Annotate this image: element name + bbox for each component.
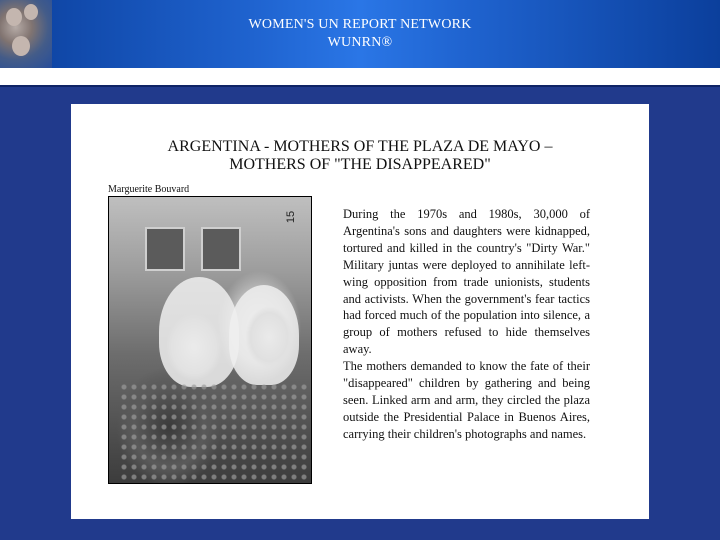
header-title-line1: WOMEN'S UN REPORT NETWORK <box>248 17 472 32</box>
headscarf <box>159 277 239 387</box>
header-banner <box>0 0 720 68</box>
page-title <box>80 138 640 174</box>
headscarf <box>229 285 299 385</box>
dress-pattern <box>119 382 309 482</box>
page-title-line1: ARGENTINA - MOTHERS OF THE PLAZA DE MAYO – <box>167 138 553 155</box>
article-body <box>343 206 590 443</box>
page-title-line2: MOTHERS OF "THE DISAPPEARED" <box>229 156 491 173</box>
header-title-line2: WUNRN® <box>327 35 393 50</box>
mothers-protest-photo <box>108 196 312 484</box>
article-paragraph: The mothers demanded to know the fate of their "disappeared" children by gathering and being seen. Linked arm and arm, they circled the plaza outside the Presidential Palace in Buenos Aires, carrying their children's photographs and names. <box>343 359 590 441</box>
header-title <box>0 16 720 52</box>
photo-number: 15 <box>285 210 298 224</box>
photo-credit: Marguerite Bouvard <box>108 184 190 195</box>
building-window <box>145 227 185 271</box>
building-window <box>201 227 241 271</box>
article-paragraph: During the 1970s and 1980s, 30,000 of Argentina's sons and daughters were kidnapped, tortured and killed in the country's "Dirty War." Military juntas were deployed to annihilate left-wing opposition from trade unionists, students and activists. When the government's fear tactics had forced much of the population into silence, a group of mothers refused to hide themselves away. <box>343 207 590 357</box>
